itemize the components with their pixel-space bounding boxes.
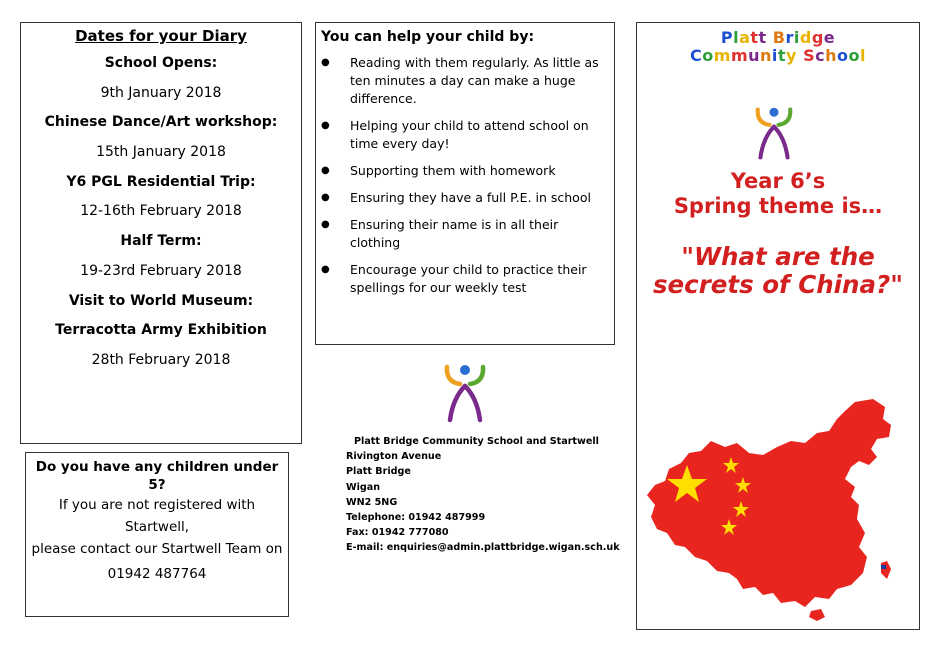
dates-row: 19-23rd February 2018 xyxy=(80,262,242,279)
dates-row: School Opens: xyxy=(104,55,218,71)
help-item-text: Ensuring they have a full P.E. in school xyxy=(350,190,591,205)
address-line: WN2 5NG xyxy=(346,496,398,508)
help-list xyxy=(316,54,614,297)
dates-row: Half Term: xyxy=(120,233,202,250)
help-list-item xyxy=(316,162,614,180)
dates-row: 28th February 2018 xyxy=(91,351,231,368)
cover-panel xyxy=(636,22,920,630)
address-line: Telephone: 01942 487999 xyxy=(346,512,486,524)
address-line: Wigan xyxy=(346,481,381,493)
address-line: Rivington Avenue xyxy=(346,451,442,463)
dates-row: 15th January 2018 xyxy=(96,144,226,161)
dates-panel xyxy=(20,22,302,444)
dates-list xyxy=(21,53,301,380)
theme-quote-line2: secrets of China?" xyxy=(652,270,904,299)
under5-title: Do you have any children under 5? xyxy=(35,459,279,493)
school-name-line1: Platt Bridge xyxy=(720,28,836,47)
contact-address xyxy=(346,434,620,556)
bullet-dot-icon: ● xyxy=(321,264,330,275)
help-list-item xyxy=(316,189,614,207)
school-name-line2: Community School xyxy=(690,46,866,65)
dates-row: Chinese Dance/Art workshop: xyxy=(44,114,278,131)
help-panel xyxy=(315,22,615,345)
dates-row: Terracotta Army Exhibition xyxy=(55,322,267,339)
address-line: E-mail: enquiries@admin.plattbridge.wigan.sch.uk xyxy=(346,542,620,554)
dates-row: Visit to World Museum: xyxy=(68,292,254,309)
theme-line2: Spring theme is… xyxy=(673,194,883,218)
bullet-dot-icon: ● xyxy=(321,120,330,131)
under5-line2: please contact our Startwell Team on xyxy=(31,541,283,557)
dates-title: Dates for your Diary xyxy=(75,27,247,45)
help-item-text: Reading with them regularly. As little as ten minutes a day can make a huge difference. xyxy=(350,55,599,106)
help-list-item xyxy=(316,216,614,252)
address-line: Fax: 01942 777080 xyxy=(346,527,449,539)
bullet-dot-icon: ● xyxy=(321,165,330,176)
school-figure-logo-icon xyxy=(752,105,796,165)
address-line: Platt Bridge xyxy=(346,466,411,478)
bullet-dot-icon: ● xyxy=(321,219,330,230)
help-list-item xyxy=(316,261,614,297)
help-title: You can help your child by: xyxy=(321,29,535,45)
dates-row: 9th January 2018 xyxy=(100,84,222,101)
china-flag-map-icon xyxy=(645,397,900,626)
bullet-dot-icon: ● xyxy=(321,192,330,203)
help-list-item xyxy=(316,54,614,108)
theme-line1: Year 6’s xyxy=(730,169,826,193)
help-item-text: Helping your child to attend school on time every day! xyxy=(350,118,589,151)
help-item-text: Supporting them with homework xyxy=(350,163,556,178)
dates-row: Y6 PGL Residential Trip: xyxy=(66,173,256,190)
help-list-item xyxy=(316,117,614,153)
theme-quote-line1: "What are the xyxy=(681,242,875,271)
help-item-text: Ensuring their name is in all their clothing xyxy=(350,217,559,250)
help-item-text: Encourage your child to practice their spellings for our weekly test xyxy=(350,262,587,295)
under5-phone: 01942 487764 xyxy=(107,566,207,582)
school-figure-logo-icon xyxy=(444,362,486,428)
dates-row: 12-16th February 2018 xyxy=(80,203,242,220)
address-line: Platt Bridge Community School and Startwell xyxy=(354,436,599,447)
under5-line1: If you are not registered with Startwell, xyxy=(58,497,256,535)
bullet-dot-icon: ● xyxy=(321,57,330,68)
under5-panel xyxy=(25,452,289,617)
